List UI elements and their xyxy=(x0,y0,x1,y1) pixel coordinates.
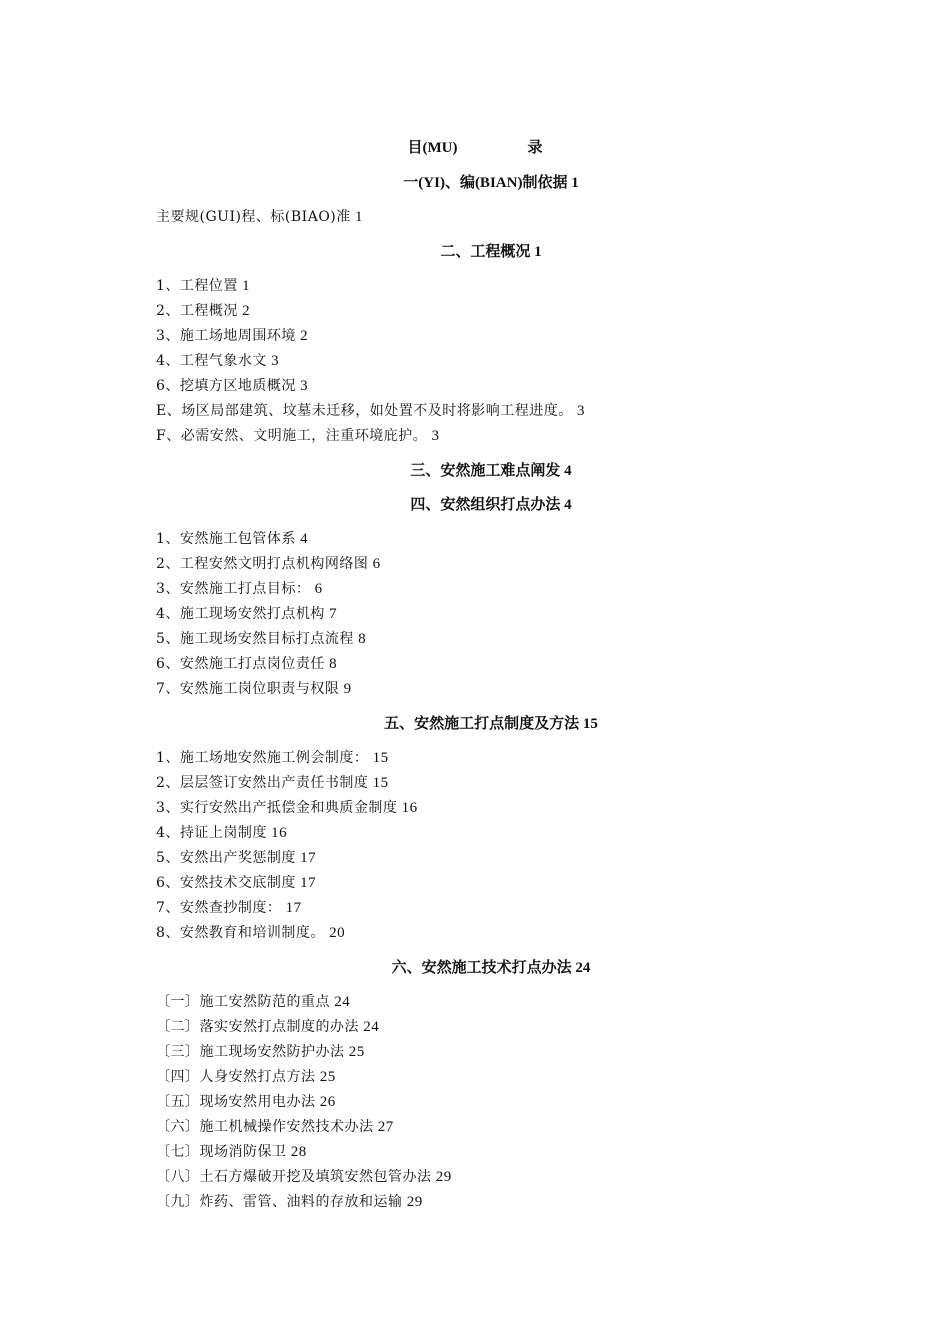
toc-entry-list xyxy=(156,205,816,230)
toc-entry-text: 〔七〕现场消防保卫 xyxy=(156,1144,287,1160)
toc-entry-page-number: 28 xyxy=(286,1144,307,1160)
toc-entry[interactable] xyxy=(156,1140,816,1165)
toc-entry-page-number: 25 xyxy=(315,1069,336,1085)
toc-section xyxy=(156,956,816,1215)
toc-title-right: 录 xyxy=(527,140,543,156)
toc-entry[interactable] xyxy=(156,1115,816,1140)
toc-entry[interactable] xyxy=(156,627,816,652)
toc-title-left: 目(MU) xyxy=(407,140,458,156)
toc-entry-text: 〔五〕现场安然用电办法 xyxy=(156,1094,316,1110)
toc-entry[interactable] xyxy=(156,299,816,324)
toc-entry-text: 〔六〕施工机械操作安然技术办法 xyxy=(156,1119,374,1135)
toc-entry[interactable] xyxy=(156,771,816,796)
toc-title xyxy=(0,136,950,157)
toc-section-heading[interactable]: 五、安然施工打点制度及方法 15 xyxy=(384,716,598,732)
toc-section-heading[interactable]: 一(YI)、编(BIAN)制依据 1 xyxy=(403,175,579,191)
toc-entry[interactable] xyxy=(156,577,816,602)
toc-entry-list xyxy=(156,746,816,946)
toc-section xyxy=(156,493,816,702)
toc-entry-text: 2、工程概况 xyxy=(156,303,238,319)
toc-entry[interactable] xyxy=(156,552,816,577)
toc-entry[interactable] xyxy=(156,896,816,921)
toc-entry-text: 5、施工现场安然目标打点流程 xyxy=(156,631,354,647)
toc-entry-page-number: 3 xyxy=(295,378,309,394)
toc-entry[interactable] xyxy=(156,921,816,946)
toc-entry-text: 〔二〕落实安然打点制度的办法 xyxy=(156,1019,359,1035)
toc-entry-text: 6、挖填方区地质概况 xyxy=(156,378,296,394)
toc-entry[interactable] xyxy=(156,399,816,424)
toc-entry-text: 〔一〕施工安然防范的重点 xyxy=(156,994,330,1010)
toc-entry-page-number: 29 xyxy=(431,1169,452,1185)
toc-entry-page-number: 2 xyxy=(237,303,251,319)
toc-entry[interactable] xyxy=(156,652,816,677)
toc-section xyxy=(156,171,816,230)
toc-section-heading[interactable]: 三、安然施工难点阐发 4 xyxy=(410,463,572,479)
toc-entry[interactable] xyxy=(156,846,816,871)
toc-entry[interactable] xyxy=(156,602,816,627)
toc-entry-text: 1、施工场地安然施工例会制度： xyxy=(156,750,369,766)
toc-entry-page-number: 24 xyxy=(359,1019,380,1035)
toc-entry-text: 3、施工场地周围环境 xyxy=(156,328,296,344)
toc-entry-list xyxy=(156,990,816,1215)
toc-entry-page-number: 26 xyxy=(315,1094,336,1110)
toc-entry[interactable] xyxy=(156,1040,816,1065)
toc-entry-text: 1、安然施工包管体系 xyxy=(156,531,296,547)
toc-entry-page-number: 8 xyxy=(353,631,367,647)
toc-entry-text: 3、实行安然出产抵偿金和典质金制度 xyxy=(156,800,398,816)
toc-entry-text: 4、施工现场安然打点机构 xyxy=(156,606,325,622)
toc-entry-page-number: 3 xyxy=(266,353,280,369)
toc-entry-text: F、必需安然、文明施工，注重环境庇护。 xyxy=(156,428,428,444)
toc-entry-text: 7、安然查抄制度： xyxy=(156,900,282,916)
toc-entry[interactable] xyxy=(156,1065,816,1090)
toc-entry-text: 4、工程气象水文 xyxy=(156,353,267,369)
toc-section xyxy=(156,240,816,449)
toc-entry[interactable] xyxy=(156,1015,816,1040)
toc-entry-text: 6、安然技术交底制度 xyxy=(156,875,296,891)
toc-entry[interactable] xyxy=(156,349,816,374)
toc-entry-page-number: 3 xyxy=(572,403,585,419)
toc-entry-text: 1、工程位置 xyxy=(156,278,238,294)
toc-entry-page-number: 6 xyxy=(310,581,323,597)
toc-entry[interactable] xyxy=(156,746,816,771)
toc-entry-list xyxy=(156,274,816,449)
toc-entry[interactable] xyxy=(156,677,816,702)
toc-entry[interactable] xyxy=(156,1190,816,1215)
toc-entry[interactable] xyxy=(156,527,816,552)
toc-entry-page-number: 27 xyxy=(373,1119,394,1135)
toc-entry-text: 〔八〕土石方爆破开挖及填筑安然包管办法 xyxy=(156,1169,432,1185)
toc-entry[interactable] xyxy=(156,1165,816,1190)
toc-entry[interactable] xyxy=(156,274,816,299)
toc-entry-text: 2、工程安然文明打点机构网络图 xyxy=(156,556,369,572)
toc-entry-page-number: 17 xyxy=(295,875,317,891)
toc-entry-page-number: 16 xyxy=(266,825,288,841)
toc-entry-text: 4、持证上岗制度 xyxy=(156,825,267,841)
toc-entry[interactable] xyxy=(156,1090,816,1115)
toc-entry-page-number: 9 xyxy=(339,681,352,697)
toc-entry-page-number: 1 xyxy=(237,278,251,294)
toc-entry-text: 5、安然出产奖惩制度 xyxy=(156,850,296,866)
toc-entry[interactable] xyxy=(156,424,816,449)
toc-section-heading[interactable]: 四、安然组织打点办法 4 xyxy=(410,497,572,513)
toc-entry-page-number: 3 xyxy=(427,428,440,444)
table-of-contents xyxy=(156,171,816,1225)
toc-entry-text: 8、安然教育和培训制度。 xyxy=(156,925,325,941)
toc-entry-page-number: 17 xyxy=(295,850,317,866)
toc-entry-page-number: 7 xyxy=(324,606,338,622)
toc-entry-text: 6、安然施工打点岗位责任 xyxy=(156,656,325,672)
toc-entry-text: 3、安然施工打点目标： xyxy=(156,581,311,597)
toc-entry-page-number: 29 xyxy=(402,1194,423,1210)
toc-entry-page-number: 20 xyxy=(324,925,346,941)
toc-entry-text: 〔三〕施工现场安然防护办法 xyxy=(156,1044,345,1060)
toc-entry[interactable] xyxy=(156,324,816,349)
toc-entry-page-number: 2 xyxy=(295,328,309,344)
toc-entry-text: 主要规(GUI)程、标(BIAO)准 xyxy=(156,209,351,225)
toc-entry-page-number: 24 xyxy=(330,994,351,1010)
toc-entry-list xyxy=(156,527,816,702)
toc-entry-text: 〔九〕炸药、雷管、油料的存放和运输 xyxy=(156,1194,403,1210)
toc-section xyxy=(156,712,816,946)
toc-entry[interactable] xyxy=(156,796,816,821)
toc-entry-page-number: 8 xyxy=(324,656,338,672)
toc-entry-page-number: 15 xyxy=(368,750,389,766)
toc-entry-page-number: 1 xyxy=(350,209,364,225)
toc-section-heading[interactable]: 二、工程概况 1 xyxy=(440,244,542,260)
toc-entry[interactable] xyxy=(156,205,816,230)
toc-entry-page-number: 16 xyxy=(397,800,418,816)
toc-entry-page-number: 17 xyxy=(281,900,302,916)
toc-entry-text: 2、层层签订安然出产责任书制度 xyxy=(156,775,369,791)
toc-entry-page-number: 4 xyxy=(295,531,309,547)
toc-entry-page-number: 15 xyxy=(368,775,389,791)
toc-entry[interactable] xyxy=(156,990,816,1015)
toc-entry-text: E、场区局部建筑、坟墓未迁移，如处置不及时将影响工程进度。 xyxy=(156,403,573,419)
toc-entry[interactable] xyxy=(156,821,816,846)
toc-entry[interactable] xyxy=(156,871,816,896)
toc-section-heading[interactable]: 六、安然施工技术打点办法 24 xyxy=(391,960,591,976)
toc-entry-page-number: 25 xyxy=(344,1044,365,1060)
toc-entry-page-number: 6 xyxy=(368,556,381,572)
toc-entry-text: 〔四〕人身安然打点方法 xyxy=(156,1069,316,1085)
toc-entry-text: 7、安然施工岗位职责与权限 xyxy=(156,681,340,697)
toc-entry[interactable] xyxy=(156,374,816,399)
toc-section xyxy=(156,459,816,483)
